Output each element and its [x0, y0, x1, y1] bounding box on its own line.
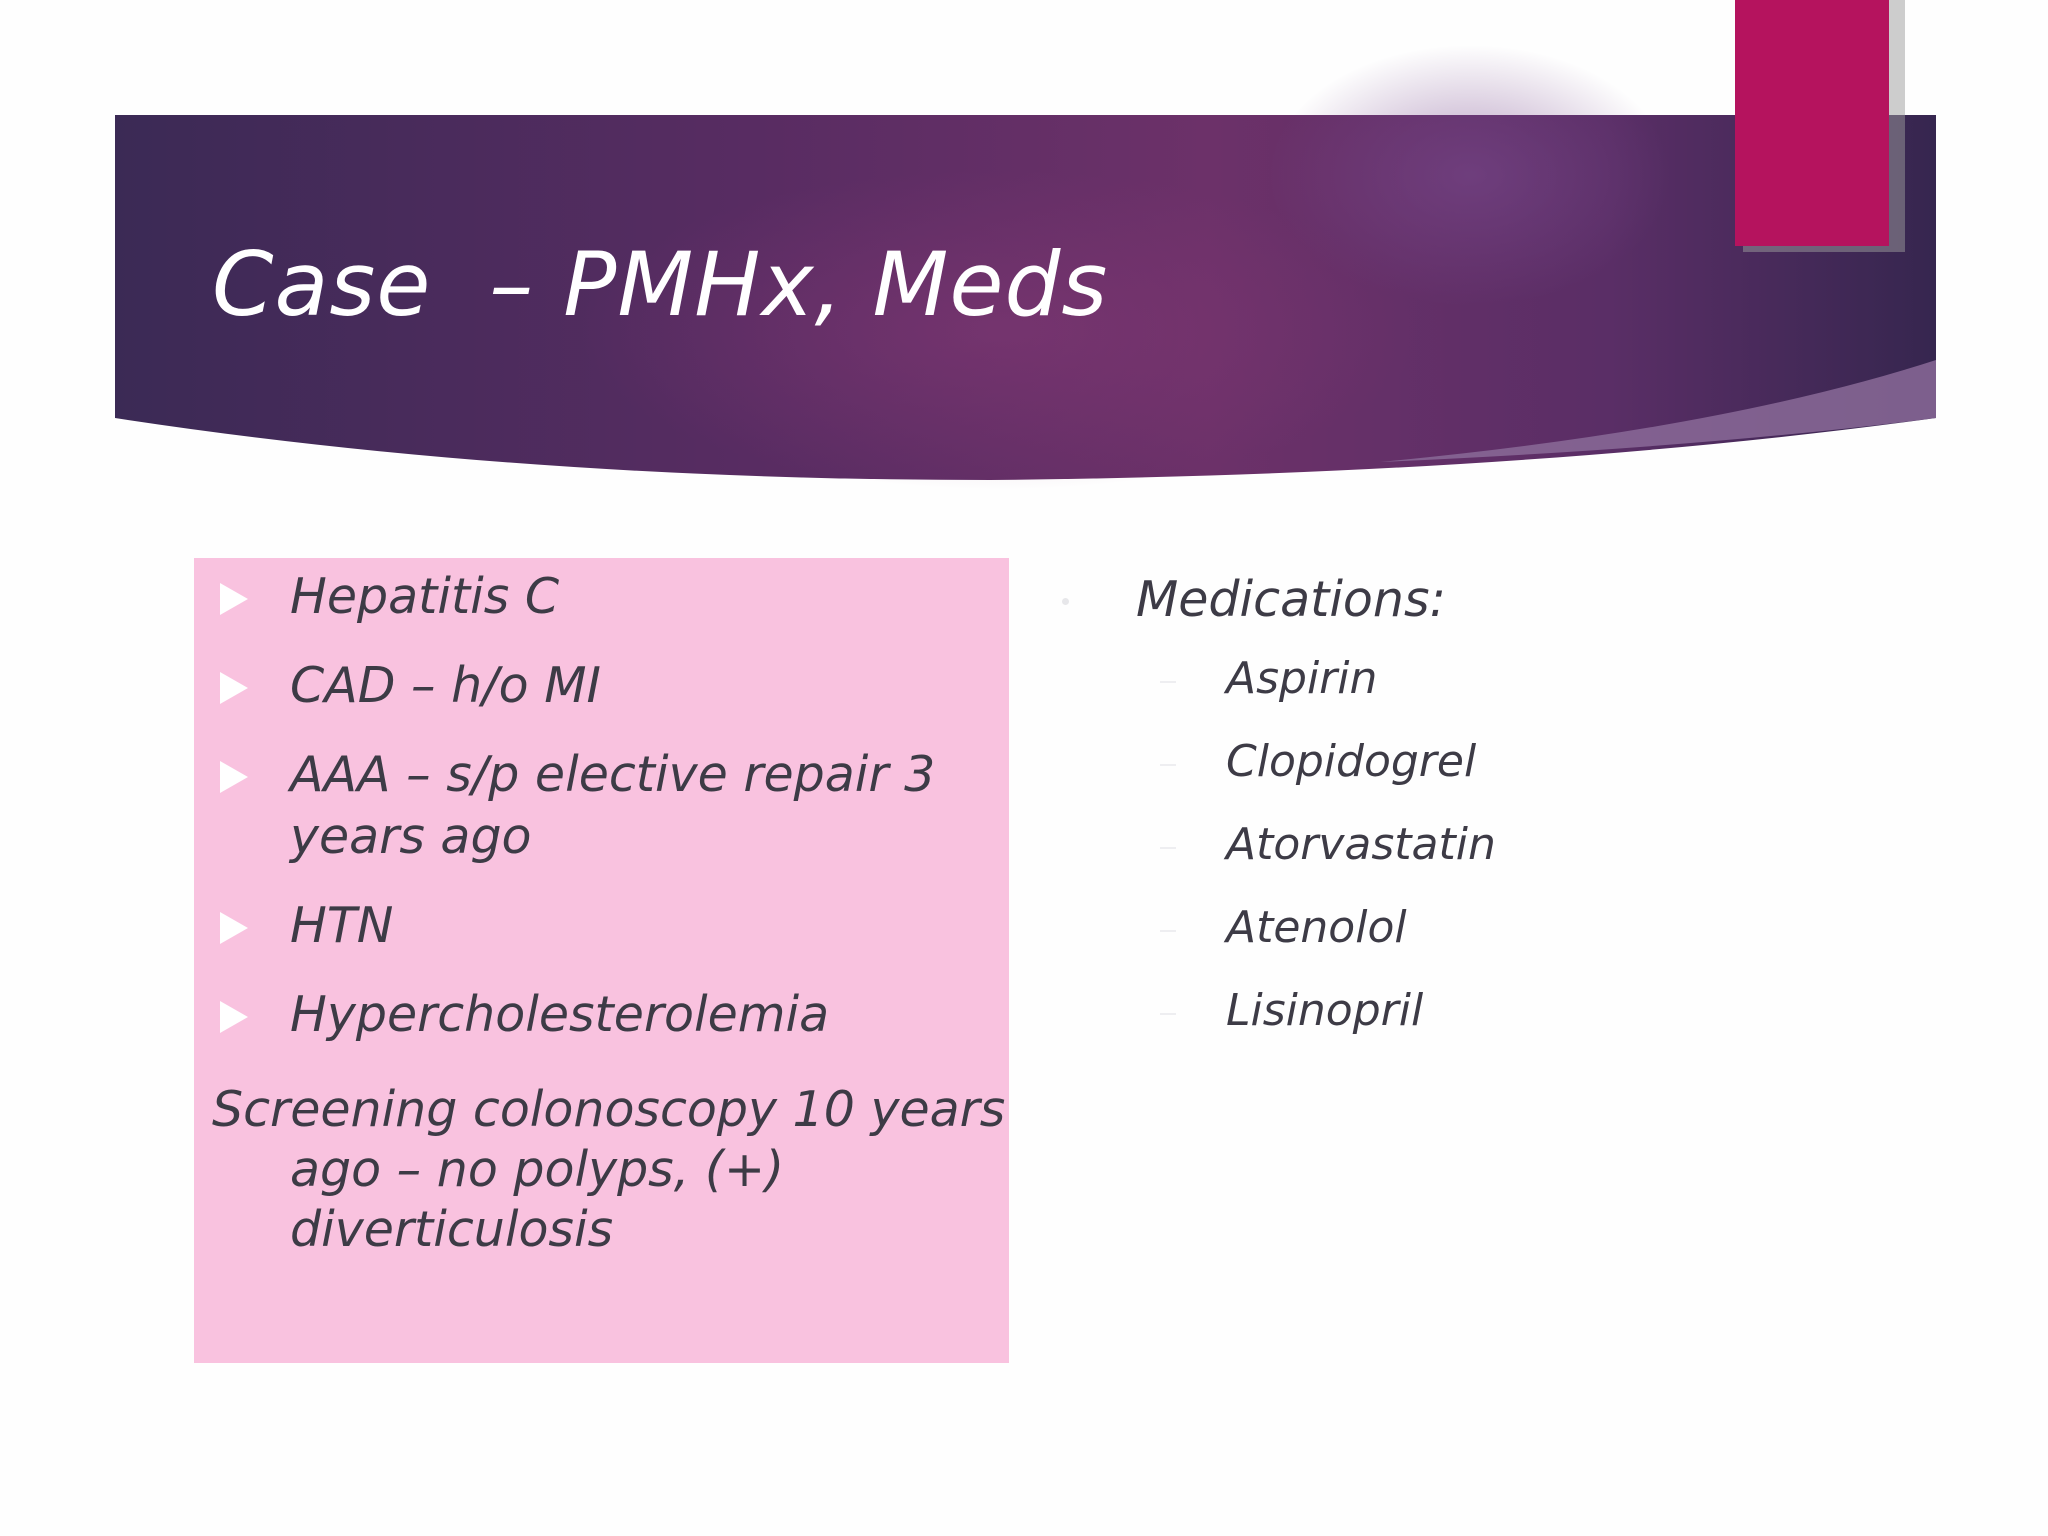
medications-list [1160, 650, 1496, 1065]
history-item-label: HTN [290, 897, 394, 954]
history-item [212, 655, 992, 717]
medication-label: Aspirin [1226, 653, 1378, 704]
history-item-label: CAD – h/o MI [290, 657, 601, 714]
dash-bullet-icon [1160, 764, 1176, 766]
medications-heading-label: Medications: [1136, 571, 1447, 628]
arrow-bullet-icon [220, 583, 248, 615]
dot-bullet-icon [1062, 598, 1069, 605]
dash-bullet-icon [1160, 1013, 1176, 1015]
medication-label: Atorvastatin [1226, 819, 1496, 870]
arrow-bullet-icon [220, 1001, 248, 1033]
history-list [212, 566, 992, 1073]
history-item [212, 744, 992, 868]
arrow-bullet-icon [220, 912, 248, 944]
history-item [212, 566, 992, 628]
screening-note: Screening colonoscopy 10 years ago – no polyps, (+) diverticulosis [212, 1081, 1006, 1258]
medication-label: Atenolol [1226, 902, 1407, 953]
slide-title: Case – PMHx, Meds [212, 233, 1109, 336]
dash-bullet-icon [1160, 681, 1176, 683]
dash-bullet-icon [1160, 930, 1176, 932]
history-item [212, 984, 992, 1046]
arrow-bullet-icon [220, 672, 248, 704]
history-item [212, 895, 992, 957]
accent-tab [1735, 0, 1889, 246]
medication-item [1160, 982, 1496, 1040]
medication-item [1160, 650, 1496, 708]
history-item-label: Hepatitis C [290, 568, 560, 625]
dash-bullet-icon [1160, 847, 1176, 849]
medication-item [1160, 899, 1496, 957]
medication-item [1160, 733, 1496, 791]
medications-heading [1062, 566, 1446, 634]
medication-label: Clopidogrel [1226, 736, 1477, 787]
arrow-bullet-icon [220, 761, 248, 793]
history-item-label: AAA – s/p elective repair 3 years ago [290, 746, 936, 865]
medication-label: Lisinopril [1226, 985, 1424, 1036]
medication-item [1160, 816, 1496, 874]
history-item-label: Hypercholesterolemia [290, 986, 830, 1043]
